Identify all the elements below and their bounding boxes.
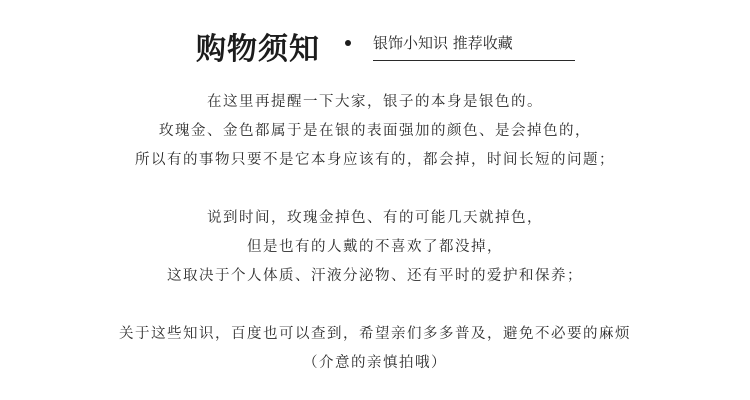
bullet-dot	[345, 40, 351, 46]
subtitle: 银饰小知识 推荐收藏	[373, 34, 513, 52]
paragraph-spacer	[0, 175, 750, 204]
header	[0, 20, 750, 70]
notice-body	[0, 88, 750, 378]
page-title: 购物须知	[196, 32, 320, 67]
paragraph-2-line-3: 这取决于个人体质、汗液分泌物、还有平时的爱护和保养；	[167, 268, 583, 284]
paragraph-spacer	[0, 291, 750, 320]
paragraph-2-line-2: 但是也有的人戴的不喜欢了都没掉，	[247, 239, 503, 255]
paragraph-2-line-1: 说到时间，玫瑰金掉色、有的可能几天就掉色，	[207, 210, 543, 226]
paragraph-3-line-2: （介意的亲慎拍哦）	[303, 355, 447, 371]
paragraph-1-line-2: 玫瑰金、金色都属于是在银的表面强加的颜色、是会掉色的，	[159, 123, 591, 139]
paragraph-3-line-1: 关于这些知识，百度也可以查到，希望亲们多多普及，避免不必要的麻烦	[119, 326, 631, 342]
paragraph-1-line-3: 所以有的事物只要不是它本身应该有的，都会掉，时间长短的问题；	[135, 152, 615, 168]
paragraph-1-line-1: 在这里再提醒一下大家，银子的本身是银色的。	[207, 94, 543, 110]
subtitle-underline	[373, 60, 575, 61]
